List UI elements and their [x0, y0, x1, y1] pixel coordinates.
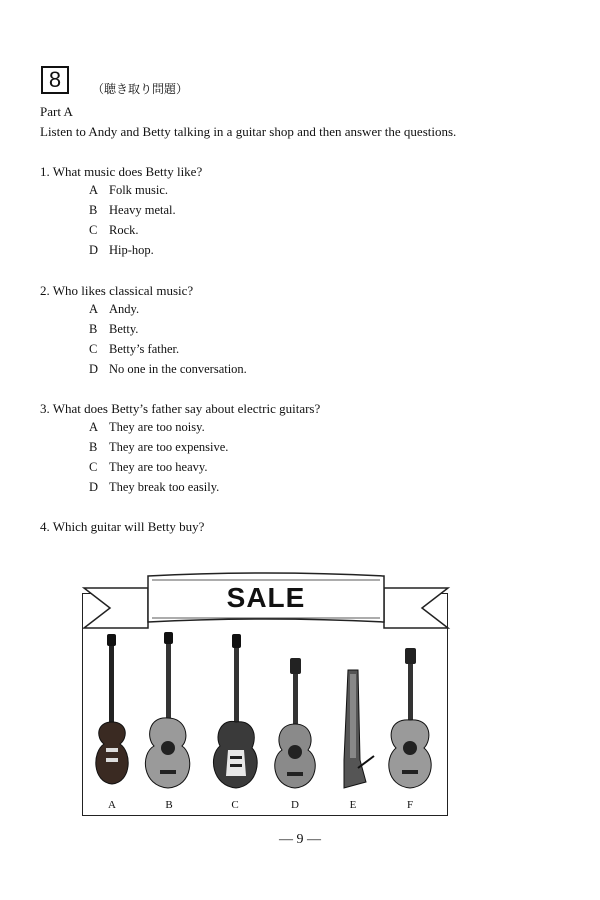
guitar-label-a: A: [108, 799, 116, 811]
guitar-illustrations: [82, 630, 448, 796]
q2-option-a: A Andy.: [89, 302, 140, 316]
q3-option-a: A They are too noisy.: [89, 420, 205, 434]
question-type-label: （聴き取り問題）: [92, 82, 189, 96]
sale-title: SALE: [226, 582, 306, 613]
guitar-label-e: E: [349, 799, 357, 811]
question-3: 3. What does Betty’s father say about electric guitars?: [40, 401, 321, 416]
guitar-d-icon: [275, 658, 315, 788]
question-1: 1. What music does Betty like?: [40, 164, 203, 179]
guitar-e-icon: [344, 670, 374, 788]
section-title: Part A: [40, 104, 73, 119]
q1-option-d: D Hip-hop.: [89, 243, 154, 257]
q3-option-d: D They break too easily.: [89, 480, 220, 494]
question-2: 2. Who likes classical music?: [40, 283, 194, 298]
guitar-label-f: F: [406, 799, 414, 811]
guitar-label-b: B: [165, 799, 173, 811]
guitar-f-icon: [389, 648, 431, 788]
q3-option-b: B They are too expensive.: [89, 440, 229, 454]
guitar-label-c: C: [231, 799, 239, 811]
guitar-b-icon: [145, 632, 189, 788]
question-4: 4. Which guitar will Betty buy?: [40, 519, 205, 534]
q3-option-c: C They are too heavy.: [89, 460, 208, 474]
instruction-text: Listen to Andy and Betty talking in a guitar shop and then answer the questions.: [40, 124, 457, 139]
guitar-c-icon: [213, 634, 257, 788]
q2-option-b: B Betty.: [89, 322, 139, 336]
guitar-a-icon: [96, 634, 128, 784]
page-number: — 9 —: [279, 832, 321, 847]
q1-option-b: B Heavy metal.: [89, 203, 176, 217]
q2-option-d: D No one in the conversation.: [89, 362, 247, 376]
q1-option-a: A Folk music.: [89, 183, 169, 197]
question-number-box: 8: [41, 66, 69, 94]
q2-option-c: C Betty’s father.: [89, 342, 180, 356]
q1-option-c: C Rock.: [89, 223, 139, 237]
guitar-label-d: D: [291, 799, 299, 811]
